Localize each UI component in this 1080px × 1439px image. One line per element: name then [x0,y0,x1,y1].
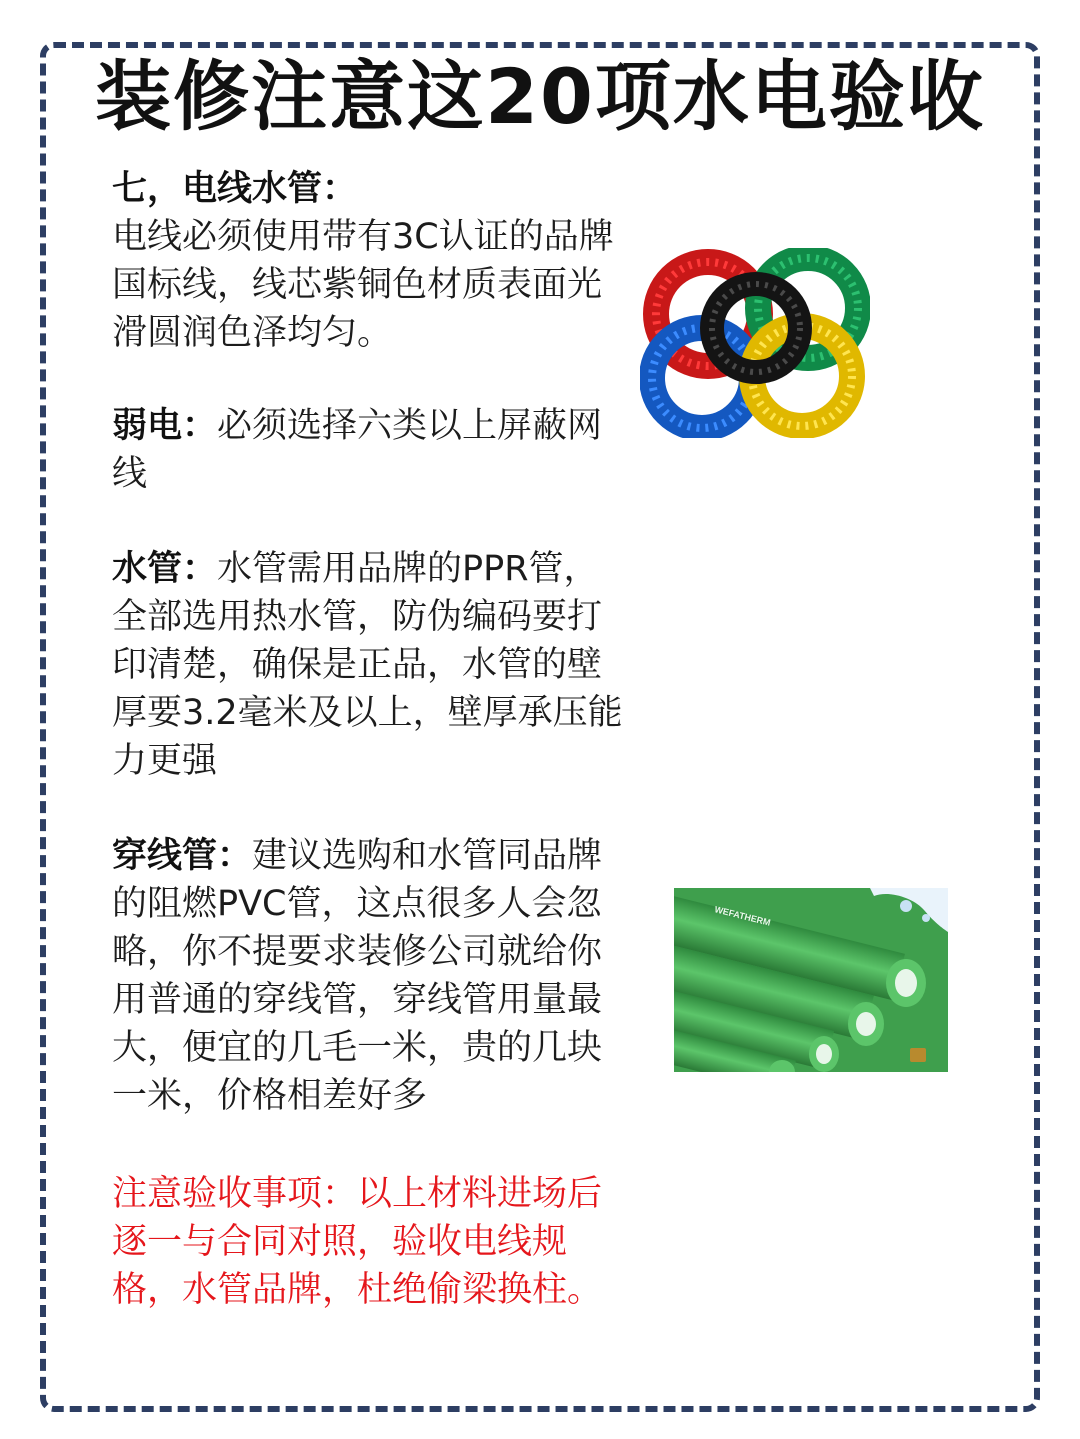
water-pipe-section [112,545,632,785]
wires-section [112,165,632,357]
pipe-print-text: WEFATHERM [713,904,772,928]
conduit-section [112,832,632,1120]
weak-current-label: 弱电： [112,406,218,446]
conduit-label: 穿线管： [112,836,253,876]
page-title: 装修注意这20项水电验收 [95,52,985,141]
water-pipe-text: 水管需用品牌的PPR管，全部选用热水管，防伪编码要打印清楚，确保是正品，水管的壁厚要3.2毫米及以上，壁厚承压能力更强 [112,549,623,781]
wire-coils-image [640,248,870,438]
green-pipes-image [674,888,948,1072]
section-heading: 七，电线水管： [112,169,358,209]
weak-current-section [112,402,632,498]
acceptance-note: 注意验收事项：以上材料进场后逐一与合同对照，验收电线规格，水管品牌，杜绝偷梁换柱。 [112,1174,603,1310]
conduit-text: 建议选购和水管同品牌的阻燃PVC管，这点很多人会忽略，你不提要求装修公司就给你用普通的穿线管，穿线管用量最大，便宜的几毛一米，贵的几块一米，价格相差好多 [112,836,603,1116]
wires-intro: 电线必须使用带有3C认证的品牌国标线，线芯紫铜色材质表面光滑圆润色泽均匀。 [112,217,614,353]
weak-current-text: 必须选择六类以上屏蔽网线 [112,406,603,494]
water-pipe-label: 水管： [112,549,218,589]
brass-fitting [910,1048,926,1062]
